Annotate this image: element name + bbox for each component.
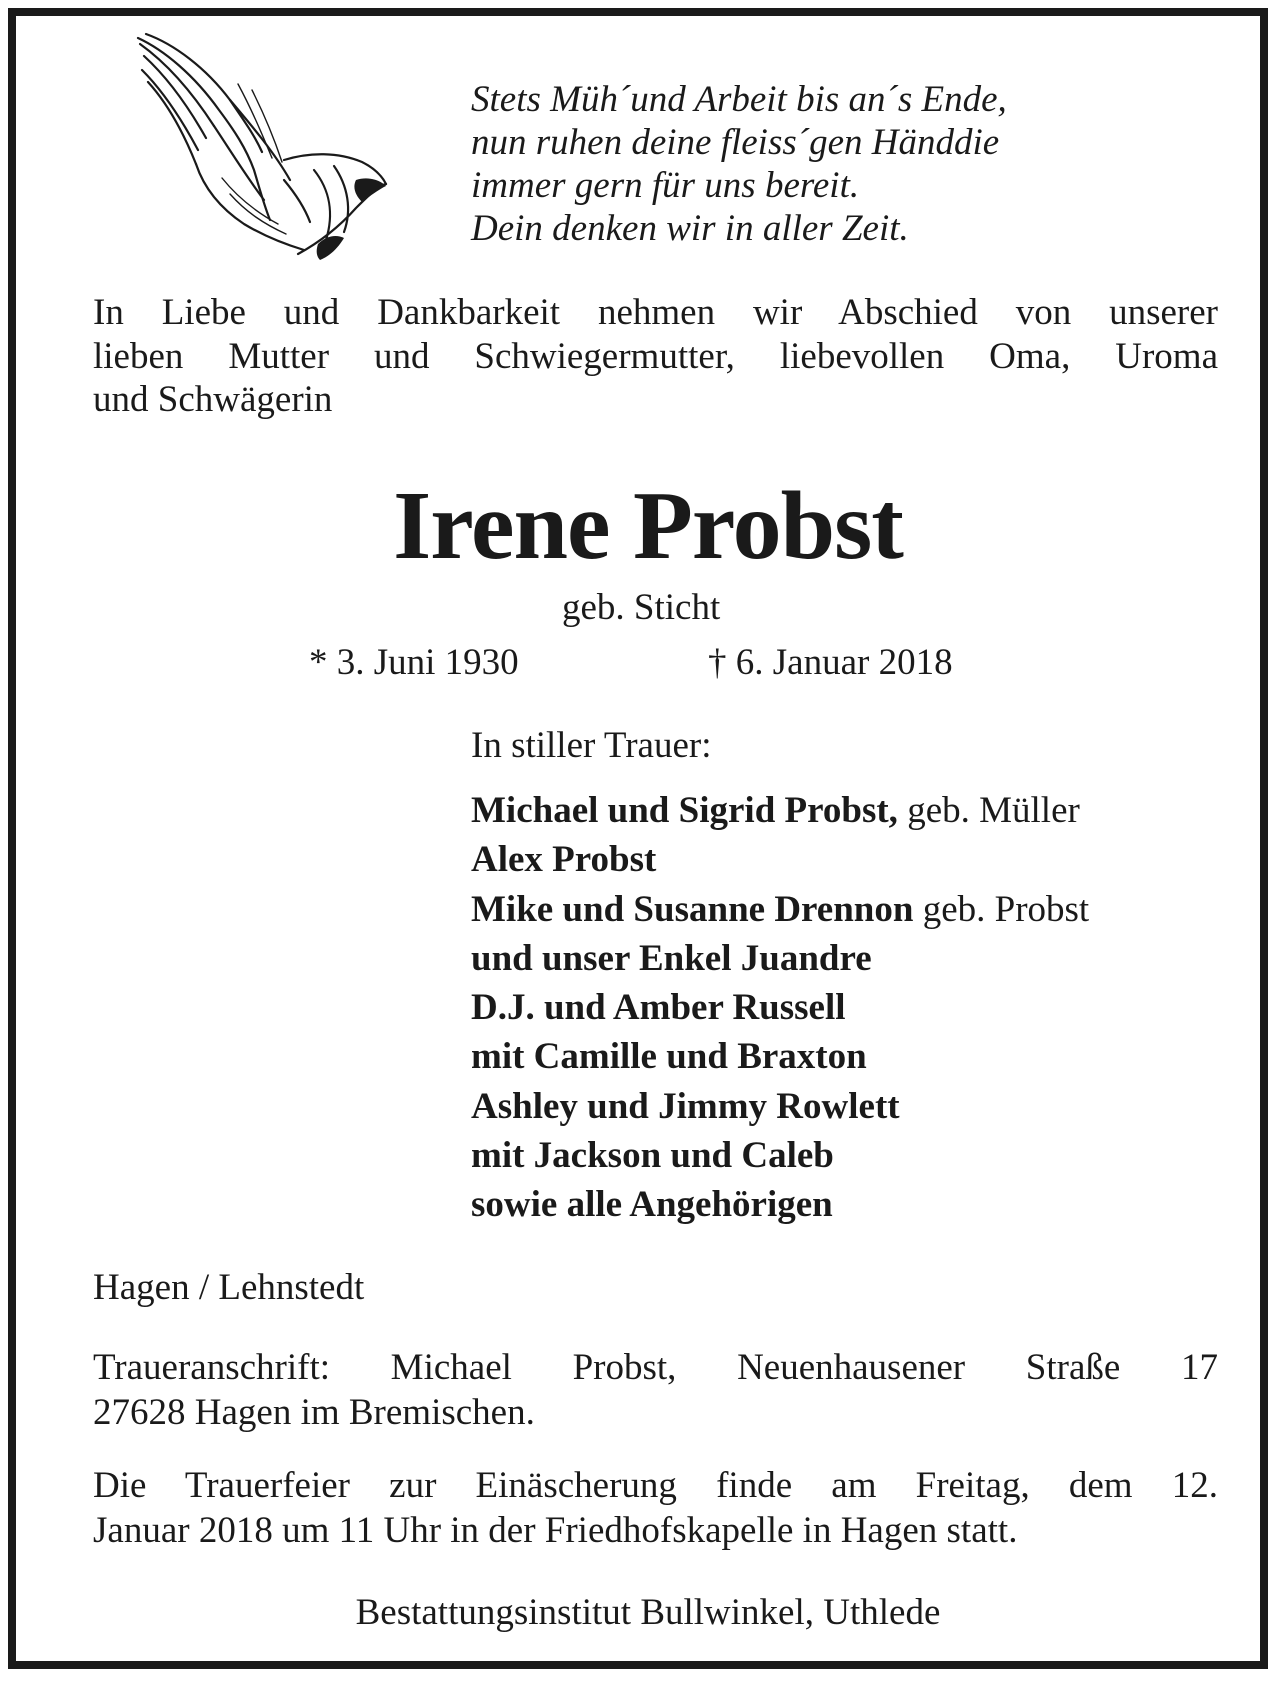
- address-line: Traueranschrift: Michael Probst, Neuenhausener Straße 17: [93, 1347, 1218, 1388]
- intro-line: lieben Mutter und Schwiegermutter, liebevollen Oma, Uroma: [93, 335, 1218, 377]
- service-line: Januar 2018 um 11 Uhr in der Friedhofskapelle in Hagen statt.: [93, 1509, 1018, 1551]
- deceased-name: Irene Probst: [393, 472, 903, 580]
- mourner-names: Ashley und Jimmy Rowlett: [471, 1085, 900, 1127]
- mourner-names: mit Camille und Braxton: [471, 1036, 867, 1078]
- mourner-entry: [471, 1131, 1089, 1180]
- mourner-names: Alex Probst: [471, 839, 657, 881]
- mourner-names: sowie alle Angehörigen: [471, 1184, 833, 1226]
- death-date: † 6. Januar 2018: [708, 642, 953, 683]
- service-announcement: [93, 1464, 1218, 1553]
- poem-line: nun ruhen deine fleiss´gen Händdie: [471, 122, 1000, 163]
- mourner-note: geb. Müller: [897, 790, 1080, 831]
- mourner-entry: [471, 1082, 1089, 1131]
- mourner-names: Mike und Susanne Drennon: [471, 888, 914, 930]
- funeral-home: Bestattungsinstitut Bullwinkel, Uthlede: [355, 1592, 941, 1633]
- mourners-list: [471, 786, 1089, 1230]
- intro-line: In Liebe und Dankbarkeit nehmen wir Abschied von unserer: [93, 292, 1218, 333]
- mourner-entry: [471, 983, 1089, 1032]
- mourner-entry: [471, 1032, 1089, 1081]
- mourner-entry: [471, 1180, 1089, 1229]
- mourner-names: mit Jackson und Caleb: [471, 1135, 834, 1177]
- mourner-entry: [471, 934, 1089, 983]
- place-line: Hagen / Lehnstedt: [93, 1267, 365, 1308]
- mourner-names: Michael und Sigrid Probst,: [471, 790, 898, 831]
- poem-line: immer gern für uns bereit.: [471, 165, 860, 206]
- mourner-entry: [471, 786, 1089, 835]
- poem-verse: [471, 78, 1231, 250]
- mourning-address: [93, 1346, 1218, 1435]
- mourners-heading: In stiller Trauer:: [471, 725, 712, 766]
- poem-line: Dein denken wir in aller Zeit.: [471, 208, 909, 249]
- obituary-notice: [8, 8, 1268, 1669]
- mourner-names: und unser Enkel Juandre: [471, 937, 872, 979]
- mourner-entry: [471, 835, 1089, 884]
- maiden-name: geb. Sticht: [562, 587, 721, 628]
- service-line: Die Trauerfeier zur Einäscherung finde am Freitag, dem 12.: [93, 1465, 1218, 1506]
- intro-line: und Schwägerin: [93, 379, 333, 420]
- praying-hands-icon: [134, 30, 392, 276]
- intro-text: [93, 291, 1218, 422]
- address-line: 27628 Hagen im Bremischen.: [93, 1391, 535, 1433]
- birth-date: * 3. Juni 1930: [309, 642, 519, 683]
- mourner-names: D.J. und Amber Russell: [471, 987, 846, 1029]
- mourner-entry: [471, 885, 1089, 934]
- mourner-note: geb. Probst: [913, 888, 1090, 930]
- poem-line: Stets Müh´und Arbeit bis an´s Ende,: [471, 79, 1007, 120]
